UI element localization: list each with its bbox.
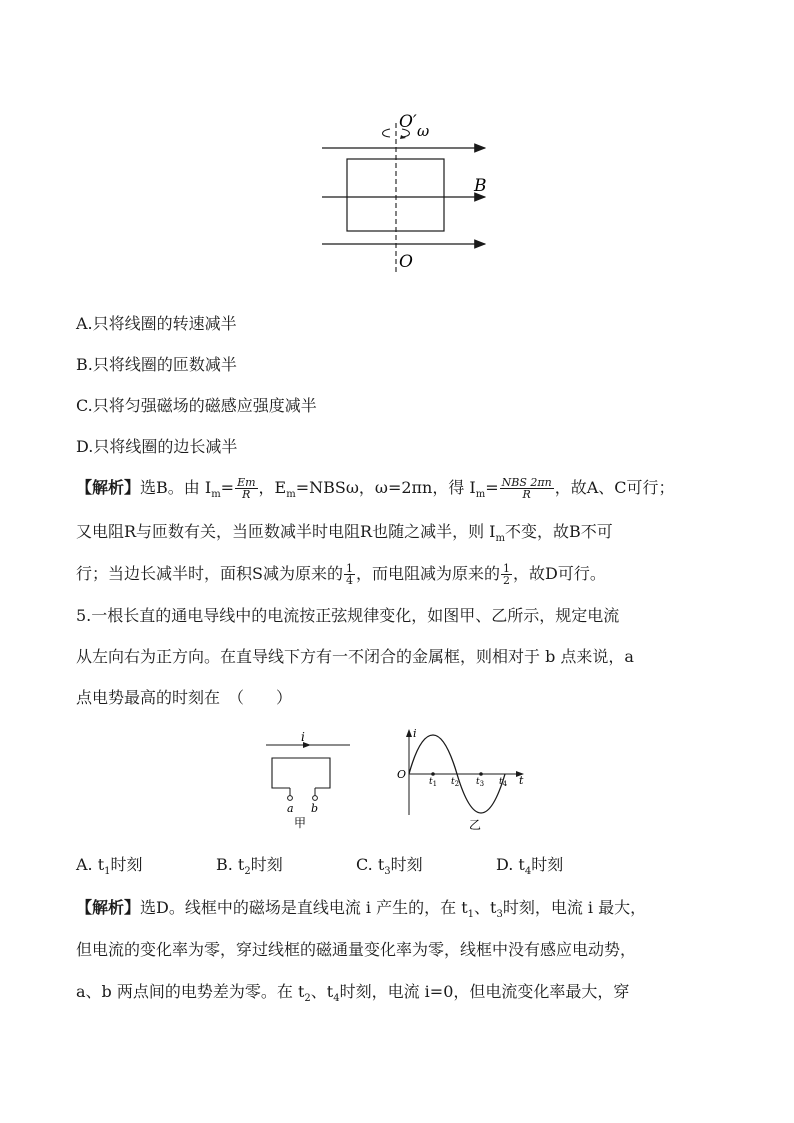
q5-line3: 点电势最高的时刻在 （ ） [76, 688, 293, 707]
q5-option-d: D. $t_4$时刻 [496, 855, 564, 878]
fraction-one-half: $\frac{1}{2}$ [502, 562, 510, 587]
q4-option-b: B.只将线圈的匝数减半 [76, 355, 237, 374]
fraction-nbs-over-r: $\frac{\text{NBS 2πn}}{R}$ [501, 476, 552, 501]
terminal-a [288, 796, 293, 801]
q5-option-a: A. $t_1$时刻 [76, 855, 143, 878]
label-i-jia: i [301, 730, 305, 744]
label-t4: $t_4$ [499, 777, 508, 788]
label-omega: ω [417, 122, 430, 140]
q5-line2: 从左向右为正方向。在直导线下方有一不闭合的金属框，则相对于 b 点来说，a [76, 647, 634, 666]
label-origin: O [397, 768, 407, 781]
tick-t1 [431, 772, 435, 776]
label-b-field: B [474, 176, 487, 196]
analysis5-line1: 【解析】选D。线框中的磁场是直线电流 i 产生的，在 $t_1$、$t_3$时刻，电流 i 最大， [76, 898, 647, 921]
label-t2: $t_2$ [451, 777, 460, 788]
label-t-axis: t [519, 774, 524, 787]
fraction-one-quarter: $\frac{1}{4}$ [345, 562, 353, 587]
metal-frame [272, 758, 330, 788]
analysis5-line3: a、b 两点间的电势差为零。在 $t_2$、$t_4$时刻，电流 i=0，但电流变化率最大，穿 [76, 982, 630, 1005]
tick-t3 [479, 772, 483, 776]
analysis4-line2: 又电阻R与匝数有关，当匝数减半时电阻R也随之减半，则 $I_m$不变，故B不可 [76, 522, 613, 545]
label-o: O [399, 252, 413, 272]
label-b: b [311, 802, 319, 815]
q4-option-a: A.只将线圈的转速减半 [76, 314, 237, 333]
figure-yi [393, 725, 533, 835]
label-t1: $t_1$ [429, 777, 438, 788]
caption-jia: 甲 [294, 816, 307, 830]
q5-option-c: C. $t_3$时刻 [356, 855, 423, 878]
q5-option-b: B. $t_2$时刻 [216, 855, 283, 878]
fraction-em-over-r: $\frac{Em}{R}$ [237, 476, 256, 501]
label-o-prime: O′ [399, 112, 417, 132]
terminal-b [313, 796, 318, 801]
q4-option-d: D.只将线圈的边长减半 [76, 437, 238, 456]
analysis4-line3: 行；当边长减半时，面积S减为原来的 $\frac{1}{4}$ ，而电阻减为原来的 $\frac{1}{2}$ ，故D可行。 [76, 562, 606, 587]
label-t3: $t_3$ [476, 777, 485, 788]
label-a: a [287, 802, 294, 815]
coil-in-field-figure [300, 105, 520, 280]
caption-yi: 乙 [469, 818, 482, 832]
label-i-yi: i [413, 727, 417, 740]
q4-option-c: C.只将匀强磁场的磁感应强度减半 [76, 396, 317, 415]
analysis5-tag: 【解析】 [76, 898, 141, 917]
q5-line1: 5.一根长直的通电导线中的电流按正弦规律变化，如图甲、乙所示，规定电流 [76, 606, 620, 625]
figure-jia [258, 728, 358, 833]
analysis5-line2: 但电流的变化率为零，穿过线框的磁通量变化率为零，线框中没有感应电动势， [76, 940, 637, 959]
analysis4-tag: 【解析】 [76, 478, 141, 497]
analysis4-line1: 【解析】选B。由 $I_m=$ $\frac{Em}{R}$ ，$E_m=NBS\omega$，ω=2πn，得 $I_m=$ $\frac{\text{NBS 2πn}}{R}$ ，故A、C可行； [76, 476, 675, 501]
